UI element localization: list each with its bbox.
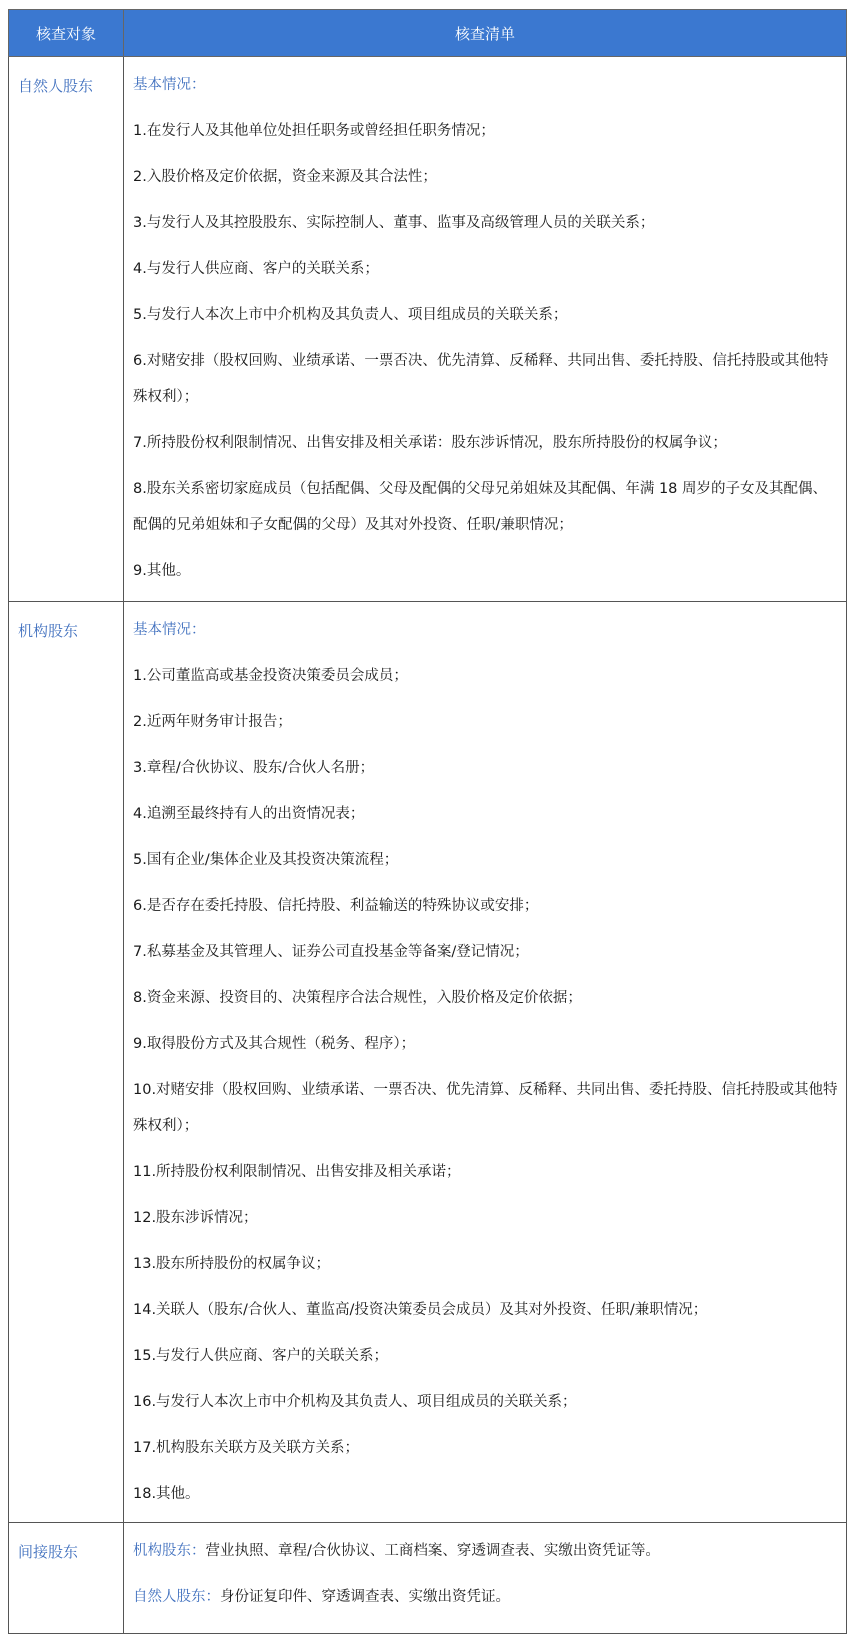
list-item: 6.对赌安排（股权回购、业绩承诺、一票否决、优先清算、反稀释、共同出售、委托持股、信托持股或其他特殊权利）； (133, 353, 829, 405)
list-item: 8.股东关系密切家庭成员（包括配偶、父母及配偶的父母兄弟姐妹及其配偶、年满 18 周岁的子女及其配偶、配偶的兄弟姐妹和子女配偶的父母）及其对外投资、任职/兼职情况； (133, 481, 827, 533)
header-subject: 核查对象 (9, 10, 124, 57)
list-item: 18.其他。 (133, 1486, 200, 1502)
list-item: 4.追溯至最终持有人的出资情况表； (133, 806, 365, 822)
list-item (133, 1574, 838, 1620)
list-item: 15.与发行人供应商、客户的关联关系； (133, 1348, 389, 1364)
checklist-cell (124, 1523, 847, 1634)
list-item: 7.私募基金及其管理人、证券公司直投基金等备案/登记情况； (133, 944, 529, 960)
row-label: 机构股东： (133, 1543, 206, 1559)
list-item: 3.与发行人及其控股股东、实际控制人、董事、监事及高级管理人员的关联关系； (133, 215, 655, 231)
list-item: 4.与发行人供应商、客户的关联关系； (133, 261, 379, 277)
list-item: 3.章程/合伙协议、股东/合伙人名册； (133, 760, 375, 776)
list-item: 2.入股价格及定价依据，资金来源及其合法性； (133, 169, 437, 185)
subject-label: 间接股东 (18, 1543, 79, 1561)
section-heading: 基本情况： (133, 622, 206, 638)
checklist-cell (124, 602, 847, 1523)
subject-cell (9, 602, 124, 1523)
section-natural-person (9, 57, 847, 602)
list-item: 5.国有企业/集体企业及其投资决策流程； (133, 852, 399, 868)
list-item: 11.所持股份权利限制情况、出售安排及相关承诺； (133, 1164, 461, 1180)
list-item: 10.对赌安排（股权回购、业绩承诺、一票否决、优先清算、反稀释、共同出售、委托持股、信托持股或其他特殊权利）； (133, 1082, 838, 1134)
list-item: 9.其他。 (133, 563, 191, 579)
subject-label: 自然人股东 (18, 77, 94, 95)
list-item: 8.资金来源、投资目的、决策程序合法合规性，入股价格及定价依据； (133, 990, 582, 1006)
checklist-cell (124, 57, 847, 602)
subject-cell (9, 57, 124, 602)
subject-label: 机构股东 (18, 622, 79, 640)
header-row (9, 10, 847, 57)
check-table (8, 9, 847, 1634)
list-item (133, 1528, 838, 1574)
section-indirect (9, 1523, 847, 1634)
list-item: 12.股东涉诉情况； (133, 1210, 258, 1226)
list-item: 2.近两年财务审计报告； (133, 714, 292, 730)
list-item: 13.股东所持股份的权属争议； (133, 1256, 331, 1272)
section-heading: 基本情况： (133, 77, 206, 93)
list-item: 1.在发行人及其他单位处担任职务或曾经担任职务情况； (133, 123, 495, 139)
list-item: 16.与发行人本次上市中介机构及其负责人、项目组成员的关联关系； (133, 1394, 577, 1410)
list-item: 6.是否存在委托持股、信托持股、利益输送的特殊协议或安排； (133, 898, 539, 914)
list-item: 14.关联人（股东/合伙人、董监高/投资决策委员会成员）及其对外投资、任职/兼职情况； (133, 1302, 708, 1318)
list-item: 1.公司董监高或基金投资决策委员会成员； (133, 668, 408, 684)
row-label: 自然人股东： (133, 1589, 220, 1605)
list-item: 17.机构股东关联方及关联方关系； (133, 1440, 360, 1456)
subject-cell (9, 1523, 124, 1634)
header-checklist: 核查清单 (124, 10, 847, 57)
row-text: 营业执照、章程/合伙协议、工商档案、穿透调查表、实缴出资凭证等。 (205, 1543, 660, 1559)
list-item: 5.与发行人本次上市中介机构及其负责人、项目组成员的关联关系； (133, 307, 568, 323)
list-item: 7.所持股份权利限制情况、出售安排及相关承诺：股东涉诉情况，股东所持股份的权属争议； (133, 435, 727, 451)
list-item: 9.取得股份方式及其合规性（税务、程序）； (133, 1036, 416, 1052)
section-institutional (9, 602, 847, 1523)
row-text: 身份证复印件、穿透调查表、实缴出资凭证。 (220, 1589, 510, 1605)
